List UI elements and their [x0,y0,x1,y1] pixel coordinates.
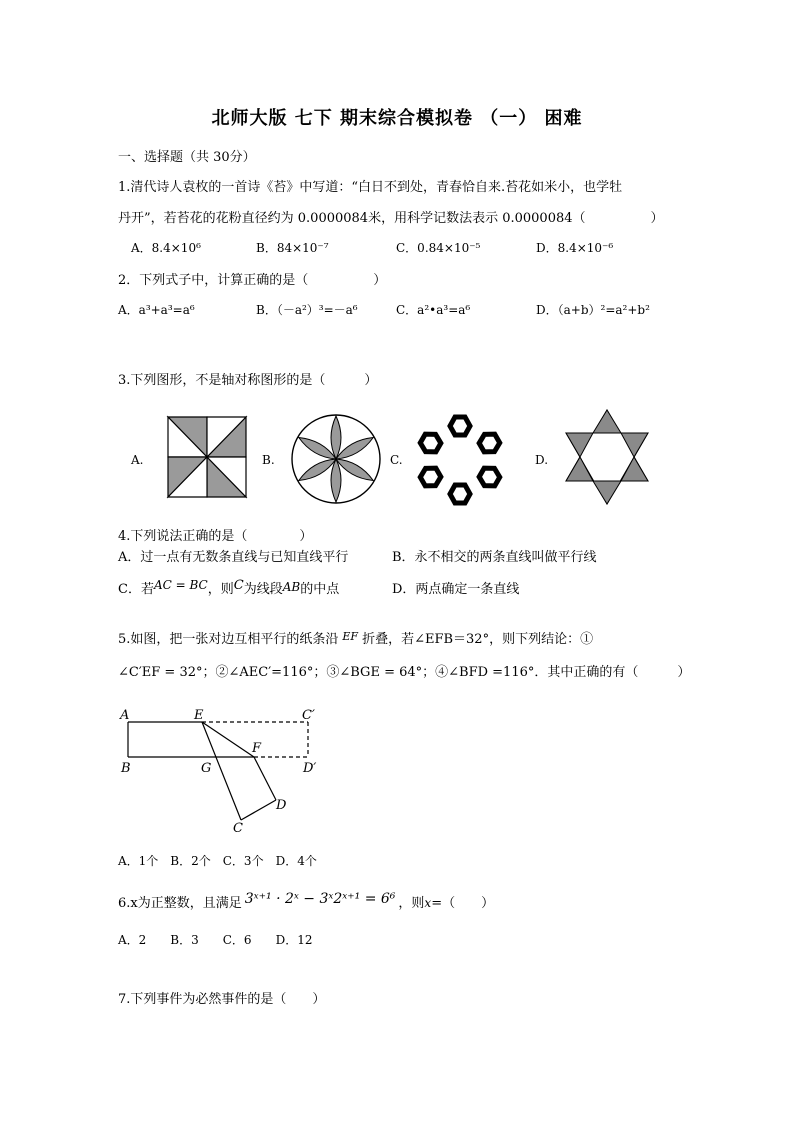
q5-folded-strip-figure [118,702,338,837]
fig-label-d-prime: D′ [303,761,317,776]
figure-a-pinwheel [166,415,248,499]
q1-option-b: B．84×10⁻⁷ [256,241,329,255]
fig-label-c-prime: C′ [302,708,315,723]
fig-label-c: C [233,821,243,836]
figure-b-circle-petals [290,413,382,505]
q2-option-a: A．a³+a³=a⁶ [118,303,195,317]
fig-label-d: D [276,798,287,813]
q5-line1: 5.如图，把一张对边互相平行的纸条沿 $^{EF}$ 折叠，若∠EFB＝32°，则下列结论：① [118,630,594,647]
q1-line1: 1.清代诗人袁枚的一首诗《苔》中写道：“白日不到处，青春恰自来.苔花如米小，也学牡 [118,180,623,195]
q4-option-b: B．永不相交的两条直线叫做平行线 [392,550,597,565]
q6-options: A．2 B．3 C．6 D．12 [118,933,313,947]
q1-option-a: A．8.4×10⁶ [131,241,201,255]
fig-label-e: E [194,708,204,723]
fig-label-g: G [201,761,212,776]
fig-label-f: F [252,741,262,756]
page-title: 北师大版 七下 期末综合模拟卷 （一） 困难 [211,108,583,129]
q3-label-a: A. [131,453,144,467]
q2-option-b: B．（－a²）³=－a⁶ [256,303,358,317]
fig-label-b: B [121,761,131,776]
q3-label-b: B. [262,453,275,467]
q6-stem: 6.x为正整数，且满足 3ˣ⁺¹ · 2ˣ − 3ˣ2ˣ⁺¹ = 6⁶ ，则x=（ ） [118,891,495,911]
figure-d-hexagram [562,408,652,506]
q1-option-c: C．0.84×10⁻⁵ [396,241,481,255]
q4-eq-ac-bc: AC = BC [153,578,208,592]
q5-line2: ∠C′EF = 32°；②∠AEC′=116°；③∠BGE = 64°；④∠BFD =116°．其中正确的有（ ） [118,665,691,680]
fig-label-a: A [120,708,130,723]
section-heading: 一、选择题（共 30分） [118,150,256,165]
q3-label-c: C. [390,453,403,467]
q2-option-d: D．（a+b）²=a²+b² [536,303,650,317]
figure-c-hexagon-flower [414,415,510,505]
q3-label-d: D. [535,453,549,467]
q4-option-a: A．过一点有无数条直线与已知直线平行 [118,550,349,565]
q7-stem: 7.下列事件为必然事件的是（ ） [118,992,326,1007]
q2-option-c: C．a²•a³=a⁶ [396,303,471,317]
q3-stem: 3.下列图形，不是轴对称图形的是（ ） [118,373,378,388]
q1-option-d: D．8.4×10⁻⁶ [536,241,614,255]
q6-equation: 3ˣ⁺¹ · 2ˣ − 3ˣ2ˣ⁺¹ = 6⁶ [244,891,396,907]
q4-option-c: C．若AC = BC，则C为线段AB的中点 [118,578,340,597]
q4-stem: 4.下列说法正确的是（ ） [118,529,313,544]
q4-option-d: D．两点确定一条直线 [392,582,520,597]
q5-options: A．1个 B．2个 C．3个 D．4个 [118,854,317,868]
q2-stem: 2．下列式子中，计算正确的是（ ） [118,273,387,288]
q1-line2: 丹开”，若苔花的花粉直径约为 0.0000084米，用科学记数法表示 0.0000084（ ） [118,211,664,226]
